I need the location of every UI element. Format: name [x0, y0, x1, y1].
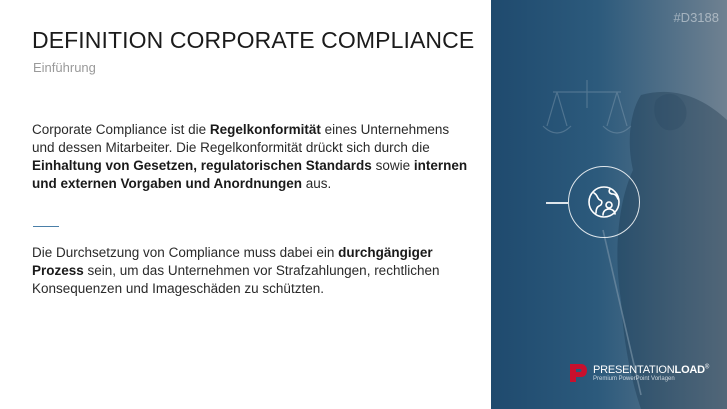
globe-person-circle: [568, 166, 640, 238]
text-segment: eines Unternehmens und dessen Mitarbeiter. Die Regelkonformität drückt sich durch die: [32, 122, 450, 155]
brand-logo: [568, 362, 709, 384]
definition-paragraph: [32, 121, 472, 193]
accent-divider: [33, 226, 59, 227]
text-segment: sein, um das Unternehmen vor Strafzahlungen, rechtlichen Konsequenzen und Imageschäden zu schützten.: [32, 263, 440, 296]
slide-title: DEFINITION CORPORATE COMPLIANCE: [32, 27, 475, 53]
connector-line: [546, 202, 568, 204]
bold-segment: durchgängiger Prozess: [32, 245, 433, 278]
brand-name-bold: LOAD: [674, 364, 705, 376]
text-segment: Die Durchsetzung von Compliance muss dabei ein: [32, 245, 339, 260]
brand-name-regular: PRESENTATION: [593, 364, 675, 376]
brand-tagline: Premium PowerPoint Vorlagen: [593, 376, 675, 382]
bold-segment: Regelkonformität: [209, 122, 321, 137]
presentationload-logo-icon: [568, 362, 588, 384]
bold-segment: internen und externen Vorgaben und Anordnungen: [32, 158, 468, 191]
globe-person-icon: [585, 183, 623, 221]
text-segment: aus.: [302, 176, 332, 191]
enforcement-paragraph: [32, 244, 472, 298]
brand-name: [593, 364, 709, 376]
bold-segment: Einhaltung von Gesetzen, regulatorischen Standards: [32, 158, 372, 173]
text-segment: sowie: [371, 158, 414, 173]
slide-code: #D3188: [673, 10, 719, 25]
registered-mark: ®: [704, 364, 710, 371]
text-segment: Corporate Compliance ist die: [32, 122, 210, 137]
slide-subtitle: Einführung: [33, 60, 96, 75]
